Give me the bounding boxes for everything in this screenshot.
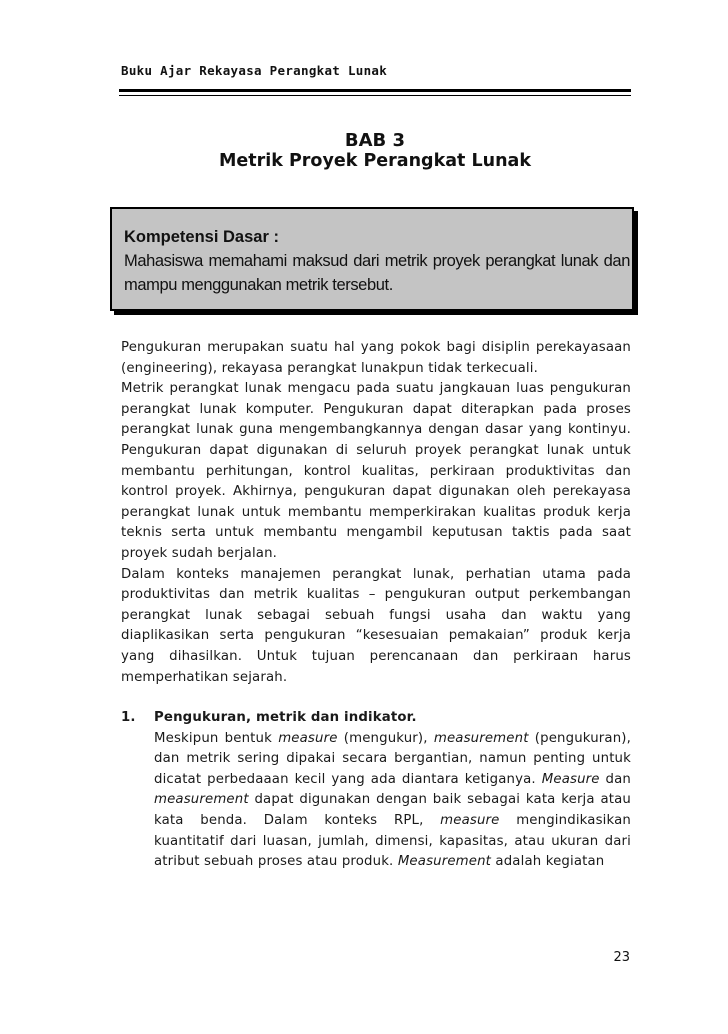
section-term: measure: [278, 730, 338, 746]
chapter-number: BAB 3: [344, 130, 406, 151]
page-number: 23: [613, 950, 630, 965]
competency-text: Mahasiswa memahami maksud dari metrik proyek perangkat lunak dan mampu menggunakan metrik tersebut.: [124, 252, 630, 294]
section-1: [121, 708, 631, 873]
section-term: Measure: [541, 771, 600, 787]
paragraph-metrics: Metrik perangkat lunak mengacu pada suatu jangkauan luas pengukuran perangkat lunak komputer. Pengukuran dapat diterapkan pada proses perangkat lunak guna mengembangkannya dengan dasar yang kontinyu. Pengukuran dapat digunakan di seluruh proyek perangkat lunak untuk membantu perhitungan, kontrol kualitas, perkiraan produktivitas dan kontrol proyek. Akhirnya, pengukuran dapat digunakan oleh perekayasa perangkat lunak untuk membantu memperkirakan kualitas produk kerja teknis serta untuk membantu mengambil keputusan taktis pada saat proyek sudah berjalan.: [121, 381, 631, 561]
chapter-title: Metrik Proyek Perangkat Lunak: [218, 151, 532, 171]
section-text: dapat digunakan dengan baik sebagai kata kerja atau kata benda. Dalam konteks RPL,: [154, 792, 631, 829]
section-term: measurement: [154, 792, 249, 808]
competency-box: [110, 207, 634, 311]
section-body: [154, 729, 631, 873]
section-title: Pengukuran, metrik dan indikator.: [154, 710, 417, 726]
header-rule-thin: [119, 95, 631, 96]
paragraph-intro: Pengukuran merupakan suatu hal yang pokok bagi disiplin perekayasaan (engineering), rekayasa perangkat lunakpun tidak terkecuali.: [121, 340, 631, 376]
section-text: (mengukur),: [337, 730, 434, 746]
body-text: [121, 338, 631, 873]
header-rule-thick: [119, 89, 631, 92]
section-text: dan: [599, 771, 632, 787]
section-text: (pengukuran), dan metrik sering dipakai secara bergantian, namun penting untuk dicatat perbedaaan kecil yang ada diantara ketiganya.: [154, 730, 632, 787]
section-text: adalah kegiatan: [491, 854, 605, 870]
competency-title: Kompetensi Dasar :: [124, 228, 279, 246]
section-text: mengindikasikan kuantitatif dari luasan, jumlah, dimensi, kapasitas, atau ukuran dari atribut sebuah proses atau produk.: [154, 813, 631, 870]
section-term: measurement: [433, 730, 529, 746]
running-header: Buku Ajar Rekayasa Perangkat Lunak: [121, 63, 388, 78]
section-term: measure: [440, 813, 500, 829]
section-number: 1.: [121, 710, 136, 726]
paragraph-management: Dalam konteks manajemen perangkat lunak, perhatian utama pada produktivitas dan metrik kualitas – pengukuran output perkembangan perangkat lunak sebagai sebuah fungsi usaha dan waktu yang diaplikasikan serta pengukuran “kesesuaian pemakaian” produk kerja yang dihasilkan. Untuk tujuan perencanaan dan perkiraan harus memperhatikan sejarah.: [121, 566, 631, 685]
section-text: Meskipun bentuk: [154, 730, 279, 746]
section-term: Measurement: [397, 854, 492, 870]
